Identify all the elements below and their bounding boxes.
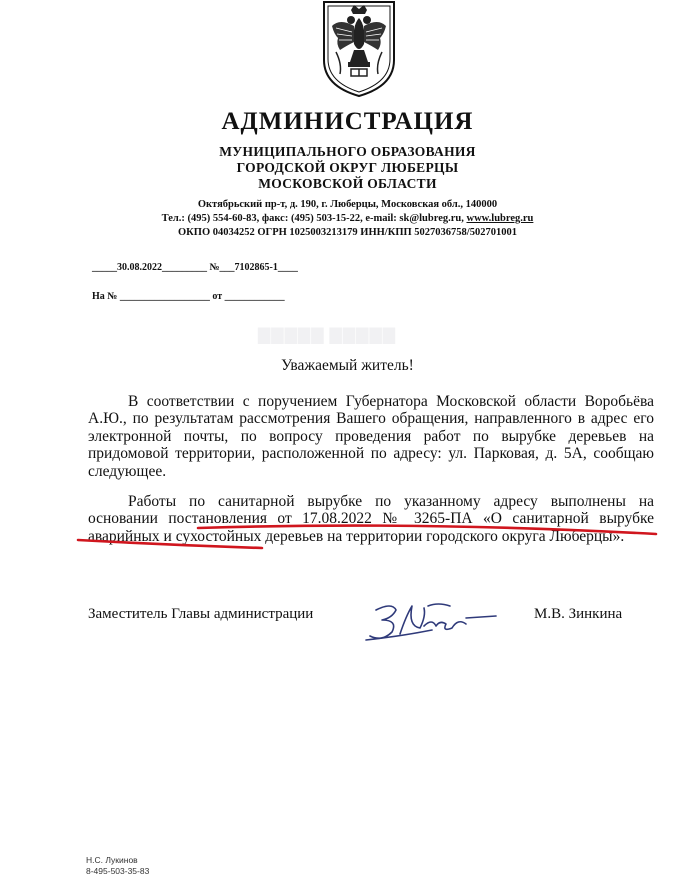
handwritten-signature xyxy=(362,596,512,646)
organization-address: Октябрьский пр-т, д. 190, г. Люберцы, Московская обл., 140000 xyxy=(197,199,498,210)
organization-subtitle-line: МОСКОВСКОЙ ОБЛАСТИ xyxy=(258,176,437,191)
contacts-text: Тел.: (495) 554-60-83, факс: (495) 503-15-22, e-mail: sk@lubreg.ru, xyxy=(161,213,467,224)
show-through-text: ▇▇▇▇▇ ▇▇▇▇▇ xyxy=(258,327,397,344)
outgoing-date-number: _____30.08.2022_________ №___7102865-1____ xyxy=(92,262,298,273)
organization-subtitle-line: ГОРОДСКОЙ ОКРУГ ЛЮБЕРЦЫ xyxy=(236,160,459,175)
salutation: Уважаемый житель! xyxy=(281,357,414,374)
signatory-position: Заместитель Главы администрации xyxy=(88,606,314,622)
coat-of-arms-emblem xyxy=(318,0,400,98)
reference-line: На № __________________ от ____________ xyxy=(92,291,285,302)
letter-paragraph: В соответствии с поручением Губернатора Московской области Воробьёва А.Ю., по результатам рассмотрения Вашего обращения, направленного в адрес его электронной почты, по вопросу проведения работ по вырубке деревьев на придомовой территории, расположенной по адресу: ул. Парковая, д. 5А, сообщаю следующее. xyxy=(88,393,654,480)
organization-registry: ОКПО 04034252 ОГРН 1025003213179 ИНН/КПП 5027036758/502701001 xyxy=(178,227,517,238)
executor-name: Н.С. Лукинов xyxy=(86,855,138,865)
signatory-name: М.В. Зинкина xyxy=(534,606,623,622)
letter-paragraph: Работы по санитарной вырубке по указанному адресу выполнены на основании постановления от 17.08.2022 № 3265-ПА «О санитарной вырубке аварийных и сухостойных деревьев на территории городского округа Люберцы». xyxy=(88,493,654,545)
organization-title: АДМИНИСТРАЦИЯ xyxy=(221,108,474,135)
organization-contacts xyxy=(0,212,695,225)
website-link[interactable]: www.lubreg.ru xyxy=(466,213,534,224)
executor-phone: 8-495-503-35-83 xyxy=(86,866,150,876)
organization-subtitle-line: МУНИЦИПАЛЬНОГО ОБРАЗОВАНИЯ xyxy=(219,144,476,159)
